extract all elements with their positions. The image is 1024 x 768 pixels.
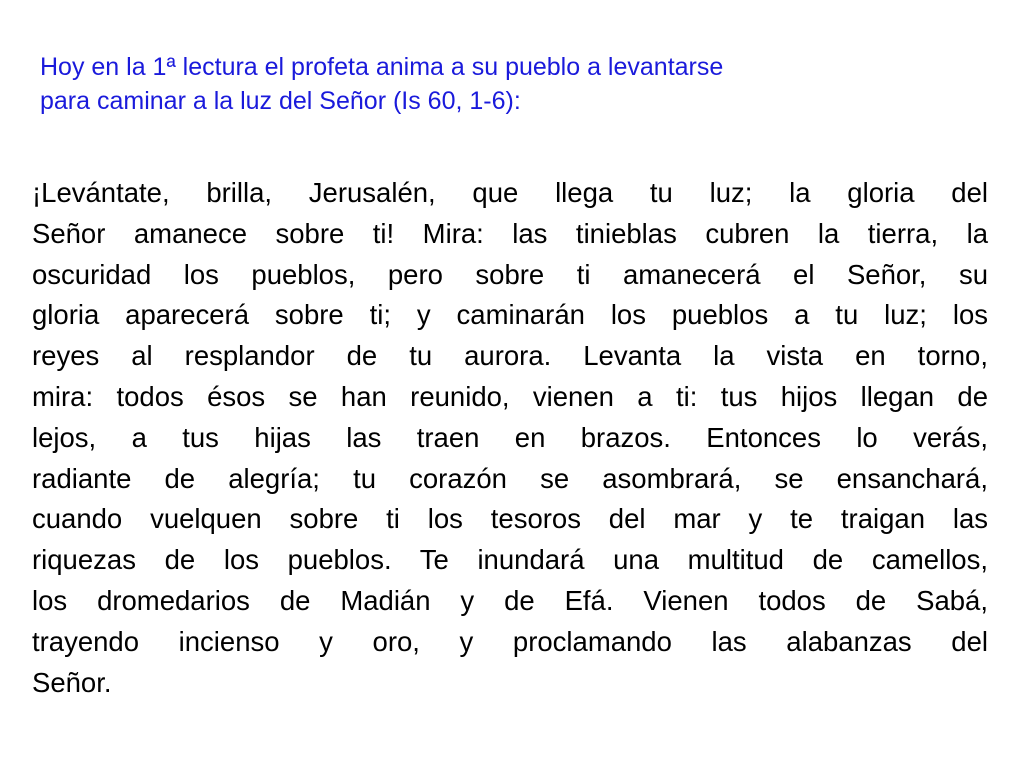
reading-text [32,173,988,703]
reading-line: oscuridad los pueblos, pero sobre ti amanecerá el Señor, su [32,258,988,290]
reading-line: Señor. [32,666,112,698]
reading-line: gloria aparecerá sobre ti; y caminarán los pueblos a tu luz; los [32,299,988,331]
reading-line: ¡Levántate, brilla, Jerusalén, que llega tu luz; la gloria del [32,177,988,208]
reading-line: radiante de alegría; tu corazón se asombrará, se ensanchará, [32,462,988,494]
reading-line: riquezas de los pueblos. Te inundará una multitud de camellos, [32,544,988,576]
reading-line: los dromedarios de Madián y de Efá. Vienen todos de Sabá, [32,584,988,616]
heading-line: Hoy en la 1ª lectura el profeta anima a su pueblo a levantarse [40,53,724,81]
reading-line: mira: todos ésos se han reunido, vienen a ti: tus hijos llegan de [32,380,988,412]
reading-line: reyes al resplandor de tu aurora. Levanta la vista en torno, [32,340,988,372]
reading-line: trayendo incienso y oro, y proclamando las alabanzas del [32,625,988,657]
reading-line: lejos, a tus hijas las traen en brazos. Entonces lo verás, [32,421,988,453]
reading-line: cuando vuelquen sobre ti los tesoros del mar y te traigan las [32,503,988,535]
heading-line: para caminar a la luz del Señor (Is 60, 1-6): [40,87,521,115]
slide-heading [40,50,990,118]
reading-line: Señor amanece sobre ti! Mira: las tinieblas cubren la tierra, la [32,217,988,249]
